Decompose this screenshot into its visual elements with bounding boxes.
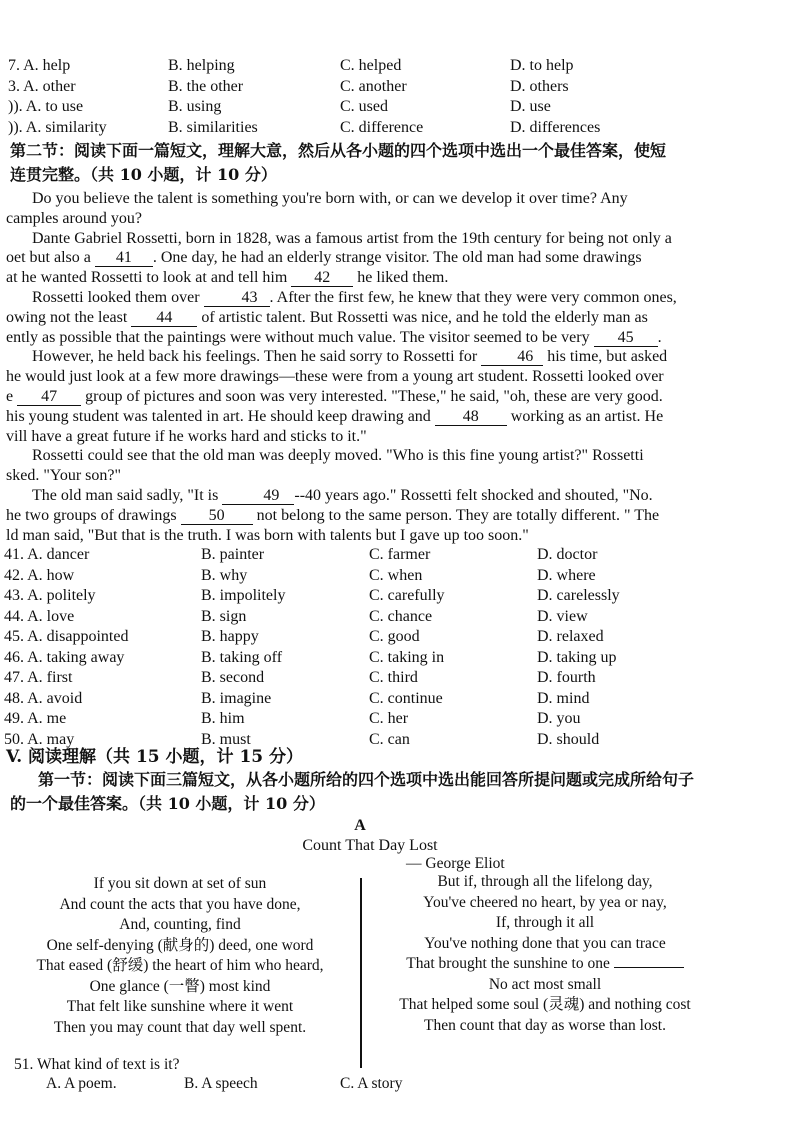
poem-line <box>20 977 340 998</box>
section2-instruction-line2: 连贯完整。（共 10 小题，计 10 分） <box>10 165 277 184</box>
cloze-options-grid <box>4 545 784 750</box>
answer-option[interactable]: 47. A. first <box>4 669 73 686</box>
passage-line: However, he held back his feelings. Then he said sorry to Rossetti for 46 his time, but asked <box>32 348 668 366</box>
option-row <box>4 607 784 628</box>
poem-left-stanza <box>20 874 340 1038</box>
option-row <box>4 689 784 710</box>
answer-option[interactable]: )). A. similarity <box>8 118 107 136</box>
section-v-heading: V. 阅读理解（共 15 小题，计 15 分） <box>6 747 304 767</box>
answer-option[interactable]: B. painter <box>201 546 265 563</box>
answer-option[interactable]: 42. A. how <box>4 566 75 584</box>
option-row <box>4 668 784 689</box>
passage-line: Rossetti could see that the old man was deeply moved. "Who is this fine young artist?" Rossetti <box>32 447 644 465</box>
answer-option[interactable]: B. imagine <box>201 689 272 707</box>
answer-option[interactable]: C. used <box>340 98 388 115</box>
answer-option[interactable]: C. carefully <box>369 587 445 604</box>
passage-line: his young student was talented in art. He should keep drawing and 48 working as an artist. He <box>6 407 664 425</box>
answer-option[interactable]: B. second <box>201 669 265 686</box>
answer-option[interactable]: B. happy <box>201 628 259 645</box>
answer-option[interactable]: B. the other <box>168 77 244 95</box>
answer-option[interactable]: D. where <box>537 566 596 584</box>
answer-option[interactable]: B. similarities <box>168 118 258 136</box>
answer-option[interactable]: D. you <box>537 710 581 727</box>
blank-50[interactable]: 50 <box>181 507 253 525</box>
answer-option[interactable]: 49. A. me <box>4 710 67 727</box>
blank-45[interactable]: 45 <box>594 329 658 347</box>
passage-line: Dante Gabriel Rossetti, born in 1828, was a famous artist from the 19th century for being not only a <box>32 229 672 247</box>
answer-option[interactable]: C. third <box>369 669 418 686</box>
poem-line <box>20 1018 340 1039</box>
passage-line: e 47 group of pictures and soon was very interested. "These," he said, "oh, these are very good. <box>6 387 663 405</box>
poem-line <box>380 934 710 955</box>
answer-option[interactable]: C. when <box>369 566 423 584</box>
answer-option[interactable]: )). A. to use <box>8 98 84 115</box>
answer-option[interactable]: 44. A. love <box>4 607 75 625</box>
option-row <box>4 586 784 607</box>
poem-line <box>380 1016 710 1037</box>
cloze-passage <box>6 189 722 545</box>
option-row <box>4 627 784 648</box>
answer-option[interactable]: C. continue <box>369 689 443 707</box>
passage-letter: A <box>354 817 366 834</box>
answer-option[interactable]: D. differences <box>510 118 601 136</box>
passage-line: ently as possible that the paintings were without much value. The visitor seemed to be very 45 . <box>6 328 662 346</box>
poem-line-text: That eased (舒缓) the heart of him who heard, <box>36 957 324 974</box>
answer-option[interactable]: C. farmer <box>369 546 431 563</box>
poem-line-text: That felt like sunshine where it went <box>66 998 294 1015</box>
poem-line <box>20 997 340 1018</box>
top-options-grid <box>8 56 788 138</box>
answer-option[interactable]: B. helping <box>168 57 235 74</box>
question-51: 51. What kind of text is it? <box>14 1056 180 1073</box>
answer-option[interactable]: B. using <box>168 98 222 115</box>
poem-line <box>20 895 340 916</box>
answer-option[interactable]: C. good <box>369 628 420 645</box>
answer-option[interactable]: D. should <box>537 730 600 748</box>
blank-41[interactable]: 41 <box>95 249 153 267</box>
answer-option[interactable]: 3. A. other <box>8 77 76 95</box>
option-row <box>4 709 784 730</box>
answer-option[interactable]: C. can <box>369 730 410 748</box>
blank-47[interactable]: 47 <box>17 388 81 406</box>
poem-line-text: And, counting, find <box>119 916 241 933</box>
option-row <box>4 648 784 669</box>
poem-blank-line <box>614 955 684 968</box>
q51-option-b[interactable]: B. A speech <box>184 1075 258 1092</box>
poem-line <box>380 975 710 996</box>
poem-line <box>20 936 340 957</box>
column-divider <box>360 878 362 1068</box>
passage-line: owing not the least 44 of artistic talent. But Rossetti was nice, and he told the elderly man as <box>6 308 648 326</box>
answer-option[interactable]: C. chance <box>369 607 433 625</box>
passage-line: he two groups of drawings 50 not belong to the same person. They are totally different. " The <box>6 506 660 524</box>
passage-line: Rossetti looked them over 43 . After the first few, he knew that they were very common ones, <box>32 288 677 306</box>
reading-instruction-line2: 的一个最佳答案。（共 10 小题，计 10 分） <box>10 794 325 813</box>
poem-line-text: Then count that day as worse than lost. <box>424 1016 666 1034</box>
passage-line: oet but also a 41 . One day, he had an elderly strange visitor. The old man had some drawings <box>6 249 642 267</box>
option-row <box>8 77 788 98</box>
answer-option[interactable]: D. mind <box>537 689 590 707</box>
answer-option[interactable]: 46. A. taking away <box>4 648 125 666</box>
answer-option[interactable]: 7. A. help <box>8 57 71 74</box>
answer-option[interactable]: B. impolitely <box>201 587 286 604</box>
option-row <box>4 566 784 587</box>
blank-42[interactable]: 42 <box>291 269 353 287</box>
poem-line-text: That brought the sunshine to one <box>406 955 610 972</box>
option-row <box>4 545 784 566</box>
section2-instruction-line1: 第二节：阅读下面一篇短文，理解大意，然后从各小题的四个选项中选出一个最佳答案，使短 <box>10 141 667 160</box>
poem-right-stanza <box>380 872 710 1036</box>
blank-44[interactable]: 44 <box>131 309 197 327</box>
answer-option[interactable]: D. doctor <box>537 546 598 563</box>
passage-line: vill have a great future if he works hard and sticks to it." <box>6 427 367 445</box>
answer-option[interactable]: D. others <box>510 77 569 95</box>
option-row <box>8 56 788 77</box>
answer-option[interactable]: C. another <box>340 77 407 95</box>
answer-option[interactable]: D. use <box>510 98 551 115</box>
poem-line-text: Then you may count that day well spent. <box>53 1018 307 1036</box>
q51-option-a[interactable]: A. A poem. <box>46 1075 117 1092</box>
poem-line-text: One glance (一瞥) most kind <box>89 977 271 995</box>
poem-line-text: But if, through all the lifelong day, <box>437 873 653 890</box>
answer-option[interactable]: 45. A. disappointed <box>4 628 129 645</box>
poem-line-text: You've cheered no heart, by yea or nay, <box>423 893 667 911</box>
blank-46[interactable]: 46 <box>481 348 543 366</box>
poem-line <box>380 872 710 893</box>
poem-line <box>20 874 340 895</box>
blank-43[interactable]: 43 <box>204 289 270 307</box>
blank-48[interactable]: 48 <box>435 408 507 426</box>
poem-line <box>380 913 710 934</box>
poem-line <box>20 915 340 936</box>
answer-option[interactable]: B. must <box>201 730 251 748</box>
poem-line <box>380 995 710 1016</box>
answer-option[interactable]: B. taking off <box>201 648 283 666</box>
answer-option[interactable]: D. fourth <box>537 669 596 686</box>
passage-line: ld man said, "But that is the truth. I was born with talents but I gave up too soon." <box>6 526 529 544</box>
answer-option[interactable]: 41. A. dancer <box>4 546 90 563</box>
answer-option[interactable]: D. carelessly <box>537 587 620 604</box>
passage-line: The old man said sadly, "It is 49 --40 years ago." Rossetti felt shocked and shouted, "No. <box>32 486 653 504</box>
poem-line-text: No act most small <box>488 975 602 993</box>
poem-line-text: That helped some soul (灵魂) and nothing cost <box>399 996 691 1013</box>
answer-option[interactable]: C. difference <box>340 118 424 136</box>
poem-line-text: If, through it all <box>495 914 595 931</box>
poem-title: Count That Day Lost <box>302 837 438 854</box>
answer-option[interactable]: 43. A. politely <box>4 587 96 604</box>
poem-line-text: One self-denying (献身的) deed, one word <box>46 936 314 954</box>
answer-option[interactable]: C. taking in <box>369 648 445 666</box>
answer-option[interactable]: B. sign <box>201 607 247 625</box>
answer-option[interactable]: D. to help <box>510 57 574 74</box>
answer-option[interactable]: 48. A. avoid <box>4 689 83 707</box>
answer-option[interactable]: C. her <box>369 710 409 727</box>
poem-line-text: You've nothing done that you can trace <box>424 934 666 952</box>
passage-line: he would just look at a few more drawings—these were from a young art student. Rossetti looked over <box>6 368 664 386</box>
reading-instruction-line1: 第一节：阅读下面三篇短文，从各小题所给的四个选项中选出能回答所提问题或完成所给句子 <box>38 770 695 789</box>
passage-line: Do you believe the talent is something you're born with, or can we develop it over time? Any <box>32 190 628 207</box>
answer-option[interactable]: C. helped <box>340 57 402 74</box>
answer-option[interactable]: D. taking up <box>537 648 617 666</box>
poem-line-text: If you sit down at set of sun <box>93 875 267 892</box>
answer-option[interactable]: D. relaxed <box>537 628 604 645</box>
poem-line <box>380 954 710 975</box>
passage-line: sked. "Your son?" <box>6 467 121 485</box>
answer-option[interactable]: 50. A. may <box>4 730 75 748</box>
option-row <box>8 97 788 118</box>
answer-option[interactable]: B. why <box>201 566 248 584</box>
poem-line <box>20 956 340 977</box>
poem-line <box>380 893 710 914</box>
passage-line: camples around you? <box>6 209 142 227</box>
poem-author: — George Eliot <box>406 855 505 872</box>
blank-49[interactable]: 49 <box>222 487 294 505</box>
answer-option[interactable]: B. him <box>201 710 245 727</box>
answer-option[interactable]: D. view <box>537 607 588 625</box>
q51-option-c[interactable]: C. A story <box>340 1075 403 1092</box>
poem-line-text: And count the acts that you have done, <box>59 895 301 913</box>
option-row <box>8 118 788 139</box>
passage-line: at he wanted Rossetti to look at and tell him 42 he liked them. <box>6 269 449 287</box>
